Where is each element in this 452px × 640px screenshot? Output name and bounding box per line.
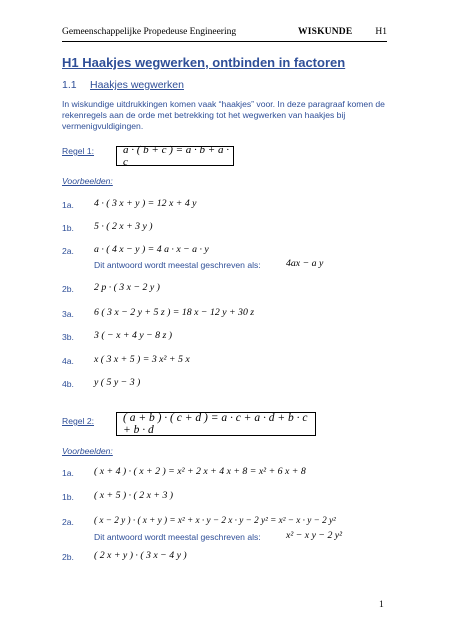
example-formula: x ( 3 x + 5 ) = 3 x² + 5 x	[94, 354, 190, 365]
rule1-note-text: Dit antwoord wordt meestal geschreven als:	[94, 260, 261, 270]
example-formula: ( 2 x + y ) · ( 3 x − 4 y )	[94, 550, 187, 561]
example-row	[62, 307, 402, 321]
example-row	[62, 550, 402, 564]
section-number: 1.1	[62, 79, 77, 91]
chapter-title: H1 Haakjes wegwerken, ontbinden in factoren	[62, 55, 346, 70]
header-subject: WISKUNDE	[298, 27, 353, 37]
example-row	[62, 515, 402, 529]
example-number: 4a.	[62, 356, 74, 366]
example-row	[62, 198, 402, 212]
example-row	[62, 377, 402, 391]
example-number: 3b.	[62, 332, 74, 342]
example-row	[62, 244, 402, 258]
example-row	[62, 490, 402, 504]
example-formula: 2 p · ( 3 x − 2 y )	[94, 282, 160, 293]
rule1-label: Regel 1:	[62, 146, 95, 156]
section-label: Haakjes wegwerken	[90, 79, 184, 91]
rule1-examples-label: Voorbeelden:	[62, 176, 113, 186]
page-header	[62, 27, 387, 41]
header-course: Gemeenschappelijke Propedeuse Engineering	[62, 27, 237, 37]
rule2-note-formula: x² − x y − 2 y²	[286, 530, 343, 541]
example-formula: ( x + 4 ) · ( x + 2 ) = x² + 2 x + 4 x + 8 = x² + 6 x + 8	[94, 466, 306, 477]
rule2-label: Regel 2:	[62, 416, 95, 426]
rule1-formula: a · ( b + c ) = a · b + a · c	[123, 144, 229, 168]
header-chapter: H1	[375, 27, 387, 37]
example-number: 1a.	[62, 200, 74, 210]
example-formula: ( x − 2 y ) · ( x + y ) = x² + x · y − 2 x · y − 2 y² = x² − x · y − 2 y²	[94, 515, 336, 525]
section-heading	[62, 79, 184, 91]
example-formula: 4 · ( 3 x + y ) = 12 x + 4 y	[94, 198, 197, 209]
example-number: 3a.	[62, 309, 74, 319]
example-row	[62, 221, 402, 235]
example-row	[62, 354, 402, 368]
page-number: 1	[379, 600, 384, 610]
example-formula: y ( 5 y − 3 )	[94, 377, 141, 388]
example-row	[62, 330, 402, 344]
example-number: 2a.	[62, 517, 74, 527]
rule1-formula-box	[116, 146, 234, 166]
example-number: 2b.	[62, 552, 74, 562]
rule2-note-text: Dit antwoord wordt meestal geschreven als:	[94, 532, 261, 542]
header-rule	[62, 41, 387, 42]
example-row	[62, 282, 402, 296]
rule2-formula-box	[116, 412, 316, 436]
example-number: 4b.	[62, 379, 74, 389]
example-formula: ( x + 5 ) · ( 2 x + 3 )	[94, 490, 174, 501]
example-number: 1a.	[62, 468, 74, 478]
example-number: 2a.	[62, 246, 74, 256]
example-number: 1b.	[62, 492, 74, 502]
example-number: 2b.	[62, 284, 74, 294]
example-number: 1b.	[62, 223, 74, 233]
intro-paragraph: In wiskundige uitdrukkingen komen vaak “haakjes” voor. In deze paragraaf komen de rekenregels aan de orde met betrekking tot het wegwerken van haakjes bij vermenigvuldigingen.	[62, 99, 385, 131]
example-formula: a · ( 4 x − y ) = 4 a · x − a · y	[94, 244, 209, 255]
rule2-examples-label: Voorbeelden:	[62, 446, 113, 456]
example-formula: 6 ( 3 x − 2 y + 5 z ) = 18 x − 12 y + 30 z	[94, 307, 255, 318]
example-formula: 3 ( − x + 4 y − 8 z )	[94, 330, 173, 341]
rule2-formula: ( a + b ) · ( c + d ) = a · c + a · d + b · c + b · d	[123, 412, 308, 436]
rule1-note-formula: 4ax − a y	[286, 258, 324, 269]
example-row	[62, 466, 402, 480]
example-formula: 5 · ( 2 x + 3 y )	[94, 221, 153, 232]
